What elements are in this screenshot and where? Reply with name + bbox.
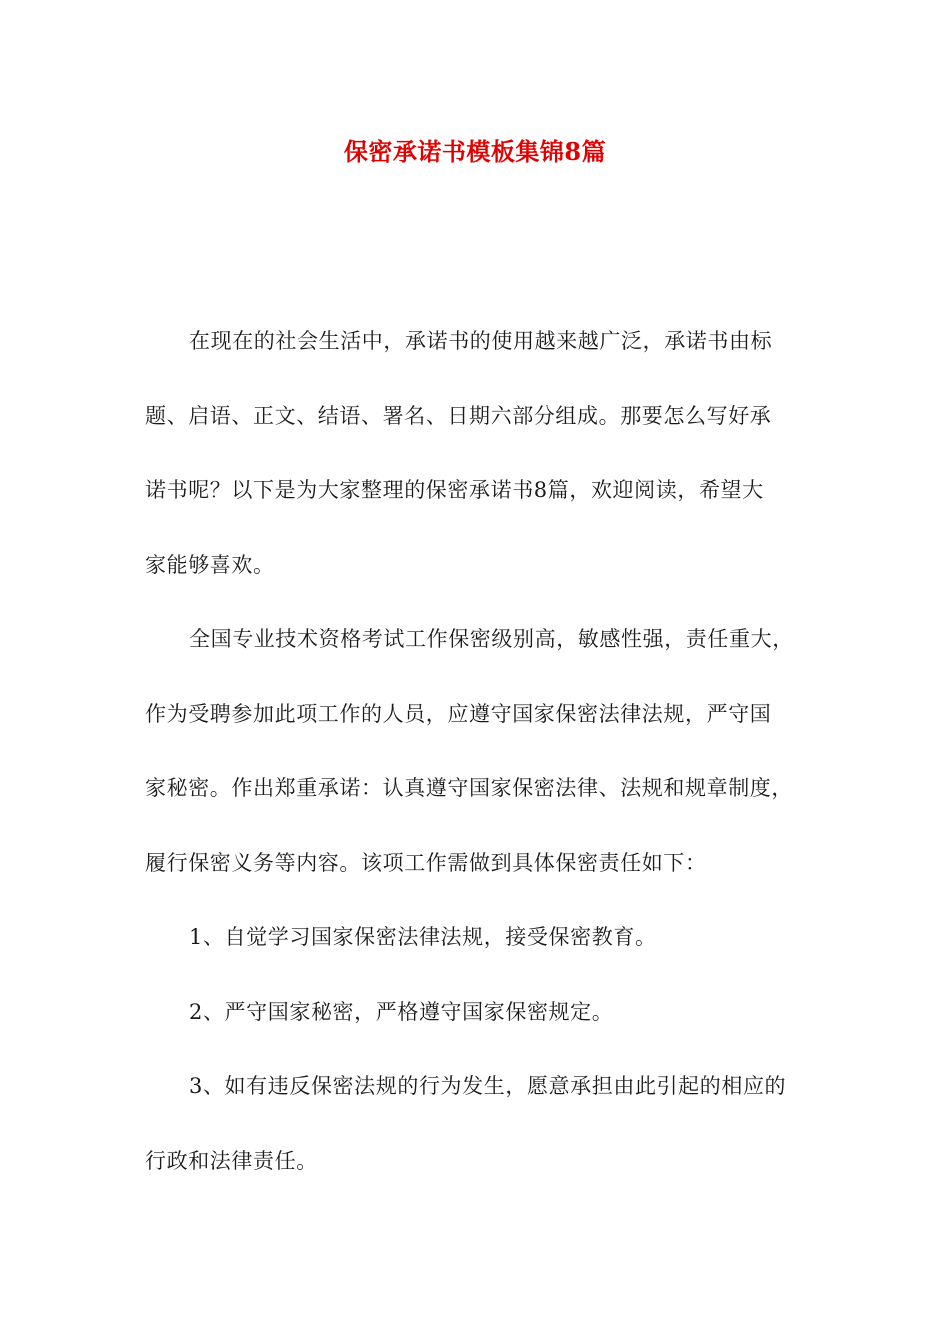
paragraph-line: 题、启语、正文、结语、署名、日期六部分组成。那要怎么写好承 <box>145 404 772 428</box>
list-item: 2、严守国家秘密，严格遵守国家保密规定。 <box>189 1000 614 1024</box>
paragraph-line: 家秘密。作出郑重承诺：认真遵守国家保密法律、法规和规章制度， <box>145 776 793 800</box>
paragraph-line: 家能够喜欢。 <box>145 553 275 577</box>
list-item: 3、如有违反保密法规的行为发生，愿意承担由此引起的相应的 <box>189 1074 787 1098</box>
paragraph-line: 全国专业技术资格考试工作保密级别高，敏感性强，责任重大， <box>189 627 794 651</box>
document-title: 保密承诺书模板集锦8篇 <box>343 137 607 166</box>
paragraph-line: 诺书呢？以下是为大家整理的保密承诺书8篇，欢迎阅读，希望大 <box>145 478 764 502</box>
paragraph-line: 在现在的社会生活中，承诺书的使用越来越广泛，承诺书由标 <box>189 329 773 353</box>
paragraph-line: 履行保密义务等内容。该项工作需做到具体保密责任如下： <box>145 851 707 875</box>
list-item: 1、自觉学习国家保密法律法规，接受保密教育。 <box>189 925 657 949</box>
paragraph-line: 行政和法律责任。 <box>145 1149 318 1173</box>
paragraph-line: 作为受聘参加此项工作的人员，应遵守国家保密法律法规，严守国 <box>145 702 772 726</box>
